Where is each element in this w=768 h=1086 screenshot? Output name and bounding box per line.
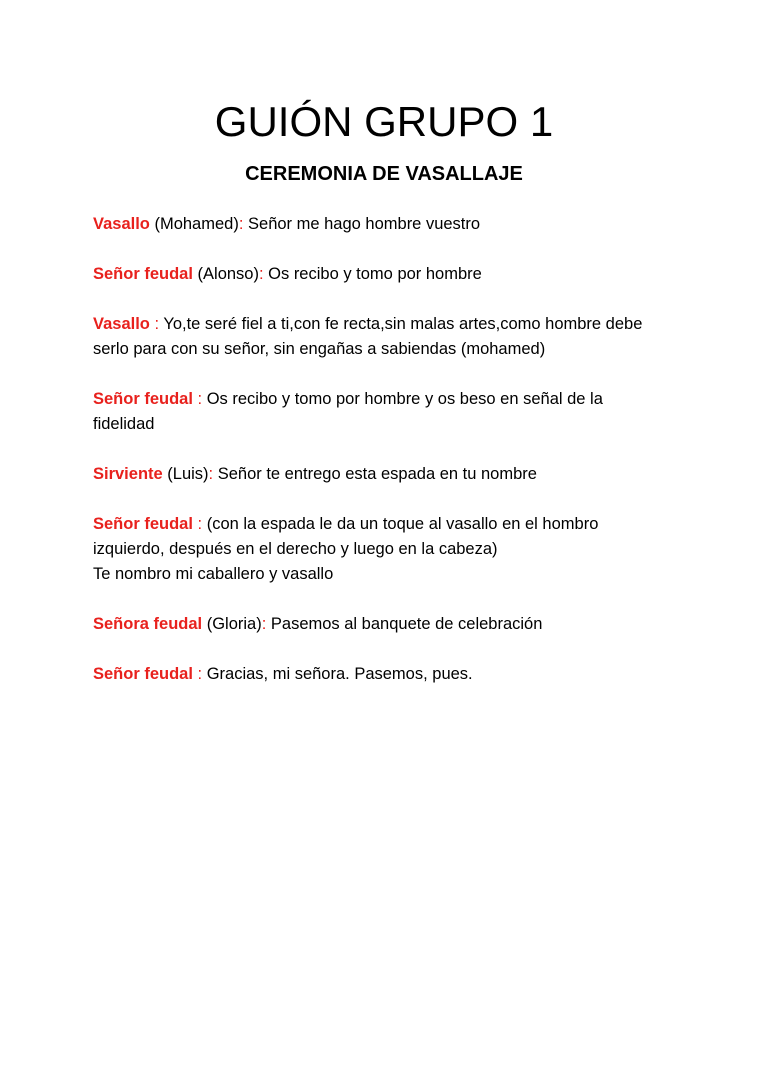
actor-name: (Mohamed) — [149, 215, 239, 233]
document-title: GUIÓN GRUPO 1 — [214, 98, 554, 145]
line-separator: : — [208, 465, 214, 483]
line-separator: : — [192, 515, 203, 533]
line-text-continuation: Te nombro mi caballero y vasallo — [93, 565, 334, 583]
line-separator: : — [238, 215, 244, 233]
speaker-name: Sirviente — [93, 465, 163, 483]
script-line — [93, 612, 668, 637]
line-text: Gracias, mi señora. Pasemos, pues. — [202, 665, 473, 683]
line-text: (con la espada le da un toque al vasallo en el hombro izquierdo, después en el derecho y luego en la cabeza) — [93, 515, 599, 558]
speaker-name: Señora feudal — [93, 615, 203, 633]
actor-name: (Luis) — [162, 465, 209, 483]
line-text: Os recibo y tomo por hombre y os beso en señal de la fidelidad — [93, 390, 603, 433]
line-separator: : — [192, 665, 203, 683]
document-subtitle: CEREMONIA DE VASALLAJE — [245, 163, 523, 185]
script-line — [93, 462, 668, 487]
speaker-name: Señor feudal — [93, 515, 193, 533]
speaker-name: Vasallo — [93, 215, 150, 233]
line-separator: : — [192, 390, 203, 408]
line-text: Os recibo y tomo por hombre — [263, 265, 482, 283]
line-separator: : — [261, 615, 267, 633]
speaker-name: Señor feudal — [93, 265, 193, 283]
script-line — [93, 512, 668, 587]
actor-name: (Alonso) — [192, 265, 259, 283]
line-separator: : — [149, 315, 160, 333]
script-line — [93, 262, 668, 287]
speaker-name: Señor feudal — [93, 665, 193, 683]
line-text: Yo,te seré fiel a ti,con fe recta,sin malas artes,como hombre debe serlo para con su señor, sin engañas a sabiendas (mohamed) — [93, 315, 643, 358]
script-line — [93, 212, 668, 237]
script-body — [93, 212, 668, 712]
actor-name: (Gloria) — [202, 615, 262, 633]
script-line — [93, 662, 668, 687]
script-line — [93, 387, 668, 437]
line-text: Pasemos al banquete de celebración — [266, 615, 543, 633]
script-line — [93, 312, 668, 362]
speaker-name: Señor feudal — [93, 390, 193, 408]
line-separator: : — [258, 265, 264, 283]
line-text: Señor me hago hombre vuestro — [243, 215, 481, 233]
speaker-name: Vasallo — [93, 315, 150, 333]
line-text: Señor te entrego esta espada en tu nombre — [213, 465, 537, 483]
